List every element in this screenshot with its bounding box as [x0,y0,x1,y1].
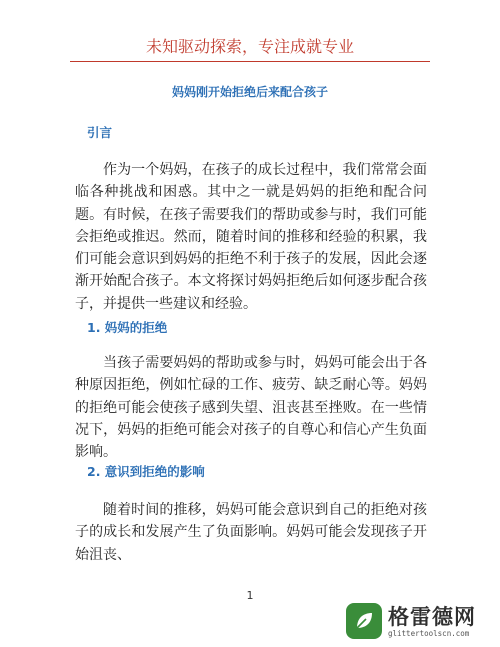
watermark-name: 格雷德网 [388,604,476,629]
paragraph-intro: 作为一个妈妈，在孩子的成长过程中，我们常常会面临各种挑战和困惑。其中之一就是妈妈的拒绝和配合问题。有时候，在孩子需要我们的帮助或参与时，我们可能会拒绝或推迟。然而，随着时间的推移和经验的积累，我们可能会意识到妈妈的拒绝不利于孩子的发展，因此会逐渐开始配合孩子。本文将探讨妈妈拒绝后如何逐步配合孩子，并提供一些建议和经验。 [75,162,427,312]
section-heading-2: 2. 意识到拒绝的影响 [87,464,205,479]
header-banner: 未知驱动探索，专注成就专业 [145,37,354,56]
paragraph-2: 随着时间的推移，妈妈可能会意识到自己的拒绝对孩子的成长和发展产生了负面影响。妈妈可能会发现孩子开始沮丧、 [75,502,427,563]
document-title: 妈妈刚开始拒绝后来配合孩子 [171,85,328,99]
watermark [346,597,496,645]
section-heading-1: 1. 妈妈的拒绝 [87,320,168,335]
watermark-url: glittertoolscn.com [388,628,470,638]
paragraph-1: 当孩子需要妈妈的帮助或参与时，妈妈可能会出于各种原因拒绝，例如忙碌的工作、疲劳、缺乏耐心等。妈妈的拒绝可能会使孩子感到失望、沮丧甚至挫败。在一些情况下，妈妈的拒绝可能会对孩子的自尊心和信心产生负面影响。 [75,355,427,461]
page-number: 1 [246,589,254,602]
section-heading-intro: 引言 [87,125,113,140]
header-divider [70,61,430,62]
leaf-logo-icon [346,603,382,639]
